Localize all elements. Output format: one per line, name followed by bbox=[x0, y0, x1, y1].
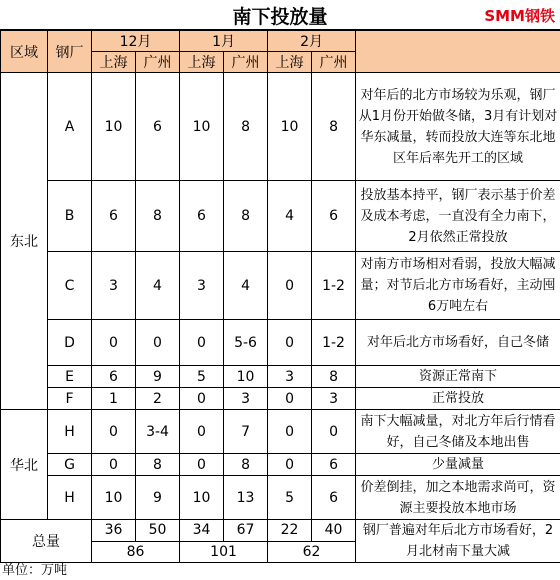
value-cell: 0 bbox=[92, 454, 136, 476]
total-value-cell: 34 bbox=[180, 520, 224, 542]
value-cell: 6 bbox=[92, 366, 136, 388]
value-cell: 0 bbox=[268, 454, 312, 476]
mill-cell: D bbox=[48, 320, 92, 366]
city-header: 广州 bbox=[224, 52, 268, 73]
shipment-table bbox=[0, 30, 560, 563]
value-cell: 8 bbox=[224, 181, 268, 252]
value-cell: 3 bbox=[268, 366, 312, 388]
value-cell: 0 bbox=[92, 320, 136, 366]
value-cell: 1-2 bbox=[312, 320, 356, 366]
total-label: 总量 bbox=[1, 520, 92, 563]
note-header bbox=[356, 31, 560, 73]
note-cell: 少量减量 bbox=[356, 454, 560, 476]
value-cell: 0 bbox=[268, 320, 312, 366]
value-cell: 6 bbox=[312, 181, 356, 252]
total-value-cell: 40 bbox=[312, 520, 356, 542]
value-cell: 8 bbox=[224, 454, 268, 476]
page-title: 南下投放量 bbox=[232, 6, 328, 28]
value-cell: 10 bbox=[180, 73, 224, 181]
total-value-cell: 50 bbox=[136, 520, 180, 542]
value-cell: 0 bbox=[92, 410, 136, 454]
value-cell: 4 bbox=[268, 181, 312, 252]
mill-cell: G bbox=[48, 454, 92, 476]
table-row bbox=[1, 410, 560, 454]
value-cell: 5 bbox=[268, 476, 312, 520]
city-header: 上海 bbox=[92, 52, 136, 73]
value-cell: 9 bbox=[136, 366, 180, 388]
total-value-cell: 36 bbox=[92, 520, 136, 542]
table-row bbox=[1, 252, 560, 320]
value-cell: 2 bbox=[136, 388, 180, 410]
value-cell: 0 bbox=[180, 320, 224, 366]
mill-cell: H bbox=[48, 476, 92, 520]
month-header: 1月 bbox=[180, 31, 268, 52]
value-cell: 4 bbox=[136, 252, 180, 320]
city-header: 上海 bbox=[268, 52, 312, 73]
value-cell: 5 bbox=[180, 366, 224, 388]
value-cell: 0 bbox=[180, 388, 224, 410]
month-total-cell: 101 bbox=[180, 541, 268, 563]
region-header: 区域 bbox=[1, 31, 48, 73]
value-cell: 8 bbox=[136, 454, 180, 476]
total-note-cell: 钢厂普遍对年后北方市场看好，2月北材南下量大减 bbox=[356, 520, 560, 563]
value-cell: 0 bbox=[268, 410, 312, 454]
value-cell: 10 bbox=[180, 476, 224, 520]
value-cell: 10 bbox=[92, 476, 136, 520]
table-row bbox=[1, 454, 560, 476]
value-cell: 0 bbox=[180, 410, 224, 454]
mill-cell: A bbox=[48, 73, 92, 181]
note-cell: 对南方市场相对看弱，投放大幅减量；对节后北方市场看好，主动囤6万吨左右 bbox=[356, 252, 560, 320]
mill-header: 钢厂 bbox=[48, 31, 92, 73]
value-cell: 0 bbox=[268, 252, 312, 320]
total-value-cell: 22 bbox=[268, 520, 312, 542]
table-row bbox=[1, 73, 560, 181]
total-value-cell: 67 bbox=[224, 520, 268, 542]
value-cell: 6 bbox=[312, 454, 356, 476]
value-cell: 3 bbox=[92, 252, 136, 320]
note-cell: 对年后的北方市场较为乐观，钢厂从1月份开始做冬储，3月有计划对华东减量，转而投放大连等东北地区年后率先开工的区域 bbox=[356, 73, 560, 181]
value-cell: 4 bbox=[224, 252, 268, 320]
value-cell: 8 bbox=[312, 73, 356, 181]
title-bar bbox=[0, 0, 560, 30]
value-cell: 3 bbox=[180, 252, 224, 320]
value-cell: 6 bbox=[136, 73, 180, 181]
mill-cell: B bbox=[48, 181, 92, 252]
value-cell: 0 bbox=[268, 388, 312, 410]
value-cell: 0 bbox=[312, 410, 356, 454]
value-cell: 10 bbox=[224, 366, 268, 388]
brand-logo: SMM钢铁 bbox=[484, 7, 555, 25]
value-cell: 9 bbox=[136, 476, 180, 520]
value-cell: 8 bbox=[312, 366, 356, 388]
value-cell: 3-4 bbox=[136, 410, 180, 454]
mill-cell: C bbox=[48, 252, 92, 320]
value-cell: 1-2 bbox=[312, 252, 356, 320]
note-cell: 南下大幅减量，对北方年后行情看好，自己冬储及本地出售 bbox=[356, 410, 560, 454]
city-header: 上海 bbox=[180, 52, 224, 73]
value-cell: 5-6 bbox=[224, 320, 268, 366]
note-cell: 对年后北方市场看好，自己冬储 bbox=[356, 320, 560, 366]
month-total-cell: 86 bbox=[92, 541, 180, 563]
table-row bbox=[1, 366, 560, 388]
table-row bbox=[1, 476, 560, 520]
unit-note: 单位：万吨 bbox=[2, 563, 68, 578]
region-cell: 华北 bbox=[1, 410, 48, 520]
value-cell: 8 bbox=[224, 73, 268, 181]
value-cell: 10 bbox=[268, 73, 312, 181]
value-cell: 6 bbox=[92, 181, 136, 252]
value-cell: 13 bbox=[224, 476, 268, 520]
value-cell: 0 bbox=[180, 454, 224, 476]
value-cell: 7 bbox=[224, 410, 268, 454]
table-row bbox=[1, 181, 560, 252]
city-header: 广州 bbox=[136, 52, 180, 73]
month-total-cell: 62 bbox=[268, 541, 356, 563]
note-cell: 价差倒挂，加之本地需求尚可，资源主要投放本地市场 bbox=[356, 476, 560, 520]
value-cell: 10 bbox=[92, 73, 136, 181]
month-header: 12月 bbox=[92, 31, 180, 52]
value-cell: 0 bbox=[136, 320, 180, 366]
value-cell: 3 bbox=[224, 388, 268, 410]
table-row bbox=[1, 320, 560, 366]
mill-cell: H bbox=[48, 410, 92, 454]
note-cell: 投放基本持平，钢厂表示基于价差及成本考虑，一直没有全力南下，2月依然正常投放 bbox=[356, 181, 560, 252]
city-header: 广州 bbox=[312, 52, 356, 73]
value-cell: 6 bbox=[312, 476, 356, 520]
total-row bbox=[1, 520, 560, 542]
value-cell: 6 bbox=[180, 181, 224, 252]
region-cell: 东北 bbox=[1, 73, 48, 410]
value-cell: 3 bbox=[312, 388, 356, 410]
note-cell: 资源正常南下 bbox=[356, 366, 560, 388]
header-row-months bbox=[1, 31, 560, 52]
month-header: 2月 bbox=[268, 31, 356, 52]
mill-cell: F bbox=[48, 388, 92, 410]
note-cell: 正常投放 bbox=[356, 388, 560, 410]
value-cell: 8 bbox=[136, 181, 180, 252]
table-row bbox=[1, 388, 560, 410]
mill-cell: E bbox=[48, 366, 92, 388]
value-cell: 1 bbox=[92, 388, 136, 410]
